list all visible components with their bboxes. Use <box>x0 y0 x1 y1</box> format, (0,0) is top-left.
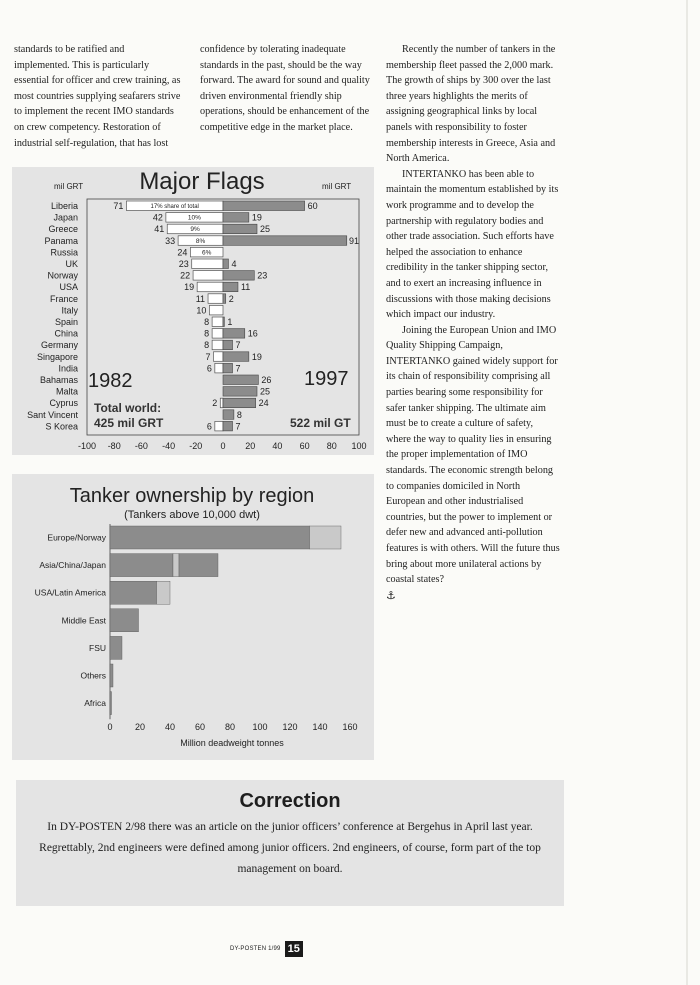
value-label-1982: 23 <box>178 259 189 269</box>
value-label-1982: 42 <box>152 212 163 223</box>
year-1997-label: 1997 <box>304 368 349 390</box>
value-label-1997: 26 <box>261 375 272 385</box>
bar-1982 <box>213 352 223 362</box>
share-label: 6% <box>201 249 212 257</box>
category-label: Greece <box>48 224 78 235</box>
category-label: Liberia <box>50 201 78 211</box>
bar-1997 <box>223 421 233 431</box>
bar-1982 <box>197 282 223 292</box>
year-1982-label: 1982 <box>88 370 133 392</box>
value-label-1997: 24 <box>258 398 269 409</box>
category-label: China <box>54 328 78 339</box>
x-tick-label: -80 <box>107 441 121 451</box>
bar-1982 <box>215 421 223 431</box>
paragraph: Recently the number of tankers in the membership fleet passed the 2,000 mark. The growth of ships by 300 over the last three years highlights the merits of assigning geographical links by local panels with responsibility to foster membership interests in Greece, Asia and North America. <box>386 44 556 165</box>
category-label: FSU <box>89 642 106 653</box>
ownership-bar <box>110 554 173 577</box>
chart-subtitle: (Tankers above 10,000 dwt) <box>124 509 260 521</box>
category-label: Italy <box>61 305 78 316</box>
ownership-bar <box>110 581 157 604</box>
major-flags-chart <box>12 167 374 455</box>
x-tick-label: 0 <box>107 722 113 732</box>
value-label-1982: 41 <box>154 224 165 235</box>
value-label-1997: 16 <box>247 328 258 339</box>
correction-text: In DY-POSTEN 2/98 there was an article on the junior officers’ conference at Bergehus in April last year. Regrettably, 2nd engineers were defined among junior officers. 2nd engineers, of course, form part of the top management on board. <box>39 821 541 875</box>
value-label-1982: 2 <box>212 398 218 409</box>
category-label: Cyprus <box>49 398 78 409</box>
value-label-1982: 8 <box>204 317 210 327</box>
bar-1982 <box>193 271 223 281</box>
value-label-1982: 10 <box>196 305 207 316</box>
x-tick-label: -100 <box>77 441 97 451</box>
value-label-1982: 8 <box>204 328 210 339</box>
category-label: Singapore <box>36 351 78 362</box>
value-label-1982: 22 <box>180 270 191 281</box>
value-label-1997: 7 <box>235 340 241 351</box>
value-label-1982: 8 <box>204 340 210 351</box>
total-1997: 522 mil GT <box>290 416 351 430</box>
value-label-1982: 19 <box>184 282 195 293</box>
category-label: Middle East <box>61 615 106 626</box>
value-label-1997: 1 <box>227 317 233 327</box>
total-world-label: Total world: <box>94 401 162 415</box>
x-tick-label: -40 <box>162 441 176 451</box>
x-tick-label: 100 <box>351 441 367 451</box>
total-1982: 425 mil GRT <box>94 416 164 430</box>
bar-1982 <box>209 305 223 315</box>
category-label: Russia <box>50 247 78 258</box>
bar-1997 <box>223 224 257 234</box>
value-label-1997: 7 <box>235 421 241 432</box>
value-label-1997: 25 <box>260 386 271 397</box>
value-label-1982: 6 <box>206 363 212 374</box>
category-label: USA <box>59 282 78 293</box>
text-column-2 <box>200 42 374 136</box>
bar-1997 <box>223 387 257 397</box>
chart-title: Major Flags <box>139 168 265 195</box>
bar-1997 <box>223 340 233 350</box>
value-label-1982: 7 <box>205 351 211 362</box>
x-tick-label: 20 <box>245 441 256 451</box>
bar-1982 <box>192 259 223 269</box>
correction-box <box>16 780 564 906</box>
unit-label-left: mil GRT <box>54 182 84 191</box>
tanker-ownership-chart <box>12 474 374 760</box>
category-label: Bahamas <box>39 375 78 385</box>
value-label-1997: 19 <box>251 351 262 362</box>
value-label-1997: 60 <box>307 201 318 211</box>
x-tick-label: 40 <box>164 722 176 732</box>
share-label: 9% <box>190 226 200 234</box>
category-label: UK <box>65 259 78 269</box>
ownership-bar <box>157 581 171 604</box>
bar-1997 <box>223 363 233 373</box>
ownership-bar <box>110 664 113 687</box>
value-label-1997: 23 <box>257 270 268 281</box>
bar-1997 <box>223 271 254 281</box>
category-label: Germany <box>40 340 78 351</box>
value-label-1997: 19 <box>251 212 262 223</box>
value-label-1997: 8 <box>236 409 242 420</box>
ownership-bar <box>179 554 218 577</box>
category-label: Malta <box>55 386 78 397</box>
category-label: France <box>49 293 78 304</box>
value-label-1997: 2 <box>228 293 234 304</box>
x-tick-label: 80 <box>326 441 337 451</box>
bar-1997 <box>223 259 228 269</box>
x-tick-label: 0 <box>220 441 226 451</box>
chart-title: Tanker ownership by region <box>69 485 315 507</box>
unit-label-right: mil GRT <box>322 182 352 191</box>
bar-1982 <box>220 398 223 408</box>
bar-1982 <box>212 340 223 350</box>
value-label-1997: 11 <box>240 282 251 293</box>
x-tick-label: 60 <box>194 722 206 732</box>
value-label-1982: 71 <box>113 201 124 211</box>
value-label-1982: 11 <box>195 293 206 304</box>
bar-1982 <box>215 363 223 373</box>
x-tick-label: -60 <box>134 441 148 451</box>
ownership-bar <box>110 609 139 632</box>
paragraph: Joining the European Union and IMO Quality Shipping Campaign, INTERTANKO gained widely support for its chain of responsibility comprising all parties bearing some responsibility for safer tanker shipping. The ultimate aim must be to create a culture of safety, where the way to quality lies in ensuring the proper implementation of IMO standards. The economic strength belong to companies domiciled in North European and other industrialised countries, but the power to implement or defer new and advanced anti-pollution features is with others. Will the future thus bring about more unilateral actions by coastal states? <box>386 324 560 586</box>
value-label-1982: 24 <box>177 247 188 258</box>
bar-1997 <box>223 213 249 223</box>
share-label: 17% share of total <box>150 204 199 210</box>
x-tick-label: -20 <box>189 441 203 451</box>
bar-1997 <box>223 352 249 362</box>
page-edge-shadow <box>686 0 688 985</box>
x-ticks-group <box>78 441 367 451</box>
bar-1997 <box>223 410 234 420</box>
anchor-icon: ⚓ <box>386 588 396 602</box>
value-label-1982: 6 <box>206 421 212 432</box>
value-label-1982: 33 <box>165 235 176 246</box>
tanker-ownership-chart-panel <box>12 474 374 760</box>
bar-1997 <box>223 375 258 385</box>
value-label-1997: 25 <box>260 224 271 235</box>
category-label: Asia/China/Japan <box>39 560 106 571</box>
x-tick-label: 140 <box>312 722 328 732</box>
page-footer <box>230 940 303 958</box>
bar-1997 <box>223 282 238 292</box>
ownership-bar <box>110 692 112 715</box>
category-label: Japan <box>53 212 78 223</box>
major-flags-chart-panel <box>12 167 374 455</box>
category-label: Europe/Norway <box>47 532 106 543</box>
value-label-1997: 4 <box>231 259 237 269</box>
x-ticks-group <box>107 722 357 732</box>
bar-1997 <box>223 398 256 408</box>
paragraph: INTERTANKO has been able to maintain the momentum established by its work programme and to develop the partnership with regulatory bodies and other trade association. Such efforts have helped the association to enhance credibility in the tanker shipping sector, and to exert an increasing influence in discussions with those making decisions which impact our industry. <box>386 168 559 321</box>
text-column-1 <box>14 42 182 151</box>
category-label: Africa <box>84 698 106 709</box>
bar-1997 <box>223 236 347 246</box>
publication-label: DY-POSTEN 1/99 <box>230 946 281 952</box>
category-label: S Korea <box>45 421 78 432</box>
bar-1982 <box>212 329 223 339</box>
ownership-bar <box>173 554 179 577</box>
share-label: 8% <box>195 237 206 245</box>
category-labels-group <box>27 201 78 431</box>
bar-1997 <box>223 317 224 327</box>
bar-1997 <box>223 201 305 211</box>
category-labels-group <box>35 533 107 709</box>
value-label-1997: 91 <box>349 235 360 246</box>
x-tick-label: 80 <box>224 722 236 732</box>
category-label: Panama <box>44 235 78 246</box>
correction-title: Correction <box>239 790 341 812</box>
x-tick-label: 100 <box>252 722 268 732</box>
share-label: 10% <box>187 214 201 222</box>
x-tick-label: 40 <box>272 441 283 451</box>
category-label: Norway <box>47 270 78 281</box>
x-tick-label: 120 <box>282 722 298 732</box>
bar-1997 <box>223 329 245 339</box>
value-label-1997: 7 <box>235 363 241 374</box>
x-tick-label: 160 <box>342 722 358 732</box>
x-tick-label: 20 <box>134 722 146 732</box>
x-axis-label: Million deadweight tonnes <box>180 738 284 748</box>
paragraph: standards to be ratified and implemented. This is particularly essential for officer and crew training, as most countries supplying seafarers strive to implement the recent IMO standards on crew competency. Restoration of industrial self-regulation, that has lost <box>14 44 181 149</box>
bar-1982 <box>208 294 223 304</box>
ownership-bar <box>310 526 342 549</box>
category-label: Others <box>80 670 106 681</box>
page-number: 15 <box>285 941 303 957</box>
category-label: Spain <box>54 317 78 327</box>
category-label: Sant Vincent <box>27 409 78 420</box>
paragraph: confidence by tolerating inadequate standards in the past, should be the way forward. The award for sound and quality driven environmental friendly ship operations, should be enhancement of the competitive edge in the market place. <box>200 44 370 133</box>
ownership-bar <box>110 636 122 659</box>
bars-group <box>113 201 359 431</box>
bar-1982 <box>212 317 223 327</box>
bar-1997 <box>223 294 226 304</box>
ownership-bar <box>110 526 310 549</box>
text-column-3 <box>386 42 560 604</box>
bars-group <box>110 524 341 719</box>
category-label: India <box>58 363 78 374</box>
category-label: USA/Latin America <box>34 587 106 598</box>
x-tick-label: 60 <box>299 441 310 451</box>
